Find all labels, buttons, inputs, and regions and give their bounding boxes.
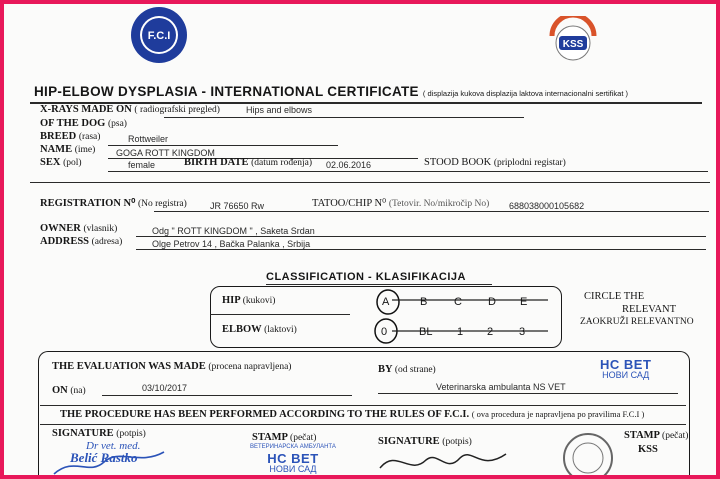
breed-value: Rottweiler	[128, 134, 169, 144]
kss-round-stamp	[560, 430, 616, 475]
sex-value: female	[128, 160, 156, 170]
vet-title: Dr vet. med.	[86, 440, 141, 452]
vet-signature-name: Belić Rastko	[70, 450, 138, 465]
birth-date-label: BIRTH DATE (datum rođenja)	[184, 157, 313, 168]
vet-stamp-center-title: НС ВЕТ	[267, 451, 319, 466]
vet-stamp-top	[600, 359, 651, 381]
certificate-page: F.C.I KSS HIP-ELBOW DYSPLASIA - INTERNATIONAL CERTIFICATE ( displazija kukova displazija laktova internacionalni sertifikat ) X-RAYS MADE ON ( radiografski pregled) Hips and elbows OF THE DOG (psa) BREED (rasa) Rottweiler NAME (ime) GOGA ROTT KINGDOM SEX (pol) female BIRTH DATE (datum rođenja) 02.06.2016 STOOD BOOK (priplodni registar) REGISTRATION N⁰ (No registra) JR 76650 Rw TATOO/CHIP N⁰ (Tetovir. No/mikročip No) 688038000105682 OWNER (vlasnik) Odg " ROTT KINGDOM " , Saketa Srdan ADDRESS (adresa) Olge Petrov 14 , Bačka Palanka , Srbija CLASSIFICATION - KLASIFIKACIJA HIP (kukovi) ELBOW (laktovi) A B C D E 0 BL 1 2 3 CIRCLE THE RELEVANT ZAOKRUŽI RELEVANTNO THE EVALUATION WAS MADE (procena napravljena) BY (od strane) ON (na) 03/10/2017 Veterinarska ambulanta NS VET НС ВЕТ НОВИ САД THE PROCEDURE HAS BEEN PERFORMED ACCORDING TO THE RULES OF F.C.I. ( ova procedura je napravljena po pravilima F.C.I ) SIGNATURE (potpis) STAMP (pečat) SIGNATURE (potpis) STAMP (pečat) KSS Dr vet. med. Belić Rastko ВЕТЕРИНАРСКА АМБУЛАНТА НС ВЕТ НОВИ САД	[4, 4, 716, 475]
fci-logo	[130, 6, 188, 64]
vet-stamp-center-city: НОВИ САД	[269, 464, 317, 474]
fci-logo-text: F.C.I	[147, 30, 171, 42]
name-label: NAME (ime)	[40, 144, 96, 155]
breed-label: BREED (rasa)	[40, 131, 101, 142]
grades-drawing	[372, 287, 558, 345]
owner-value: Odg " ROTT KINGDOM " , Saketa Srdan	[152, 226, 315, 236]
kss-signature-scribble	[376, 444, 516, 475]
signature-label-left: SIGNATURE (potpis)	[52, 428, 146, 439]
section-divider	[30, 182, 710, 183]
address-value: Olge Petrov 14 , Bačka Palanka , Srbija	[152, 239, 311, 249]
certificate-title: HIP-ELBOW DYSPLASIA - INTERNATIONAL CERTIFICATE ( displazija kukova displazija laktova internacionalni sertifikat )	[34, 84, 629, 99]
vet-stamp-top-city: НОВИ САД	[602, 370, 650, 380]
certificate-title-translation: ( displazija kukova displazija laktova internacionalni sertifikat )	[422, 89, 629, 98]
procedure-statement: THE PROCEDURE HAS BEEN PERFORMED ACCORDING TO THE RULES OF F.C.I. ( ova procedura je napravljena po pravilima F.C.I )	[60, 409, 645, 420]
hip-label: HIP (kukovi)	[222, 295, 276, 306]
vet-stamp-center	[250, 442, 336, 475]
stood-book-label: STOOD BOOK (priplodni registar)	[424, 157, 566, 168]
tatoo-chip-value: 688038000105682	[509, 201, 585, 211]
birth-date-value: 02.06.2016	[326, 160, 372, 170]
signature-label-right: SIGNATURE (potpis)	[378, 436, 472, 447]
by-label: BY (od strane)	[378, 364, 436, 375]
vet-signature-scribble	[44, 444, 184, 475]
xrays-made-on-label: X-RAYS MADE ON ( radiografski pregled)	[40, 104, 220, 115]
tatoo-chip-label: TATOO/CHIP N⁰ (Tetovir. No/mikročip No)	[312, 198, 490, 209]
evaluation-made-label: THE EVALUATION WAS MADE (procena napravljena)	[52, 361, 292, 372]
on-label: ON (na)	[52, 385, 86, 396]
name-value: GOGA ROTT KINGDOM	[116, 148, 215, 158]
vet-stamp-center-sub: ВЕТЕРИНАРСКА АМБУЛАНТА	[250, 444, 336, 450]
of-the-dog-label: OF THE DOG (psa)	[40, 118, 127, 129]
registration-label: REGISTRATION N⁰ (No registra)	[40, 198, 187, 209]
classification-heading: CLASSIFICATION - KLASIFIKACIJA	[266, 271, 466, 283]
kss-logo	[544, 16, 602, 64]
circle-the-relevant: CIRCLE THE RELEVANT ZAOKRUŽI RELEVANTNO	[580, 291, 694, 327]
sex-label: SEX (pol)	[40, 157, 82, 168]
registration-value: JR 76650 Rw	[210, 201, 265, 211]
evaluation-by-value: Veterinarska ambulanta NS VET	[436, 382, 566, 392]
address-label: ADDRESS (adresa)	[40, 236, 123, 247]
vet-stamp-top-title: НС ВЕТ	[600, 357, 652, 372]
stamp-label-right: STAMP (pečat)	[624, 430, 689, 441]
xrays-made-on-value: Hips and elbows	[246, 105, 313, 115]
evaluation-date: 03/10/2017	[142, 383, 188, 393]
owner-label: OWNER (vlasnik)	[40, 223, 118, 234]
stamp-label-left: STAMP (pečat)	[252, 432, 317, 443]
evaluation-divider	[40, 405, 686, 406]
kss-logo-text: KSS	[562, 39, 584, 50]
kss-signature-label: KSS	[638, 444, 658, 455]
elbow-label: ELBOW (laktovi)	[222, 324, 297, 335]
